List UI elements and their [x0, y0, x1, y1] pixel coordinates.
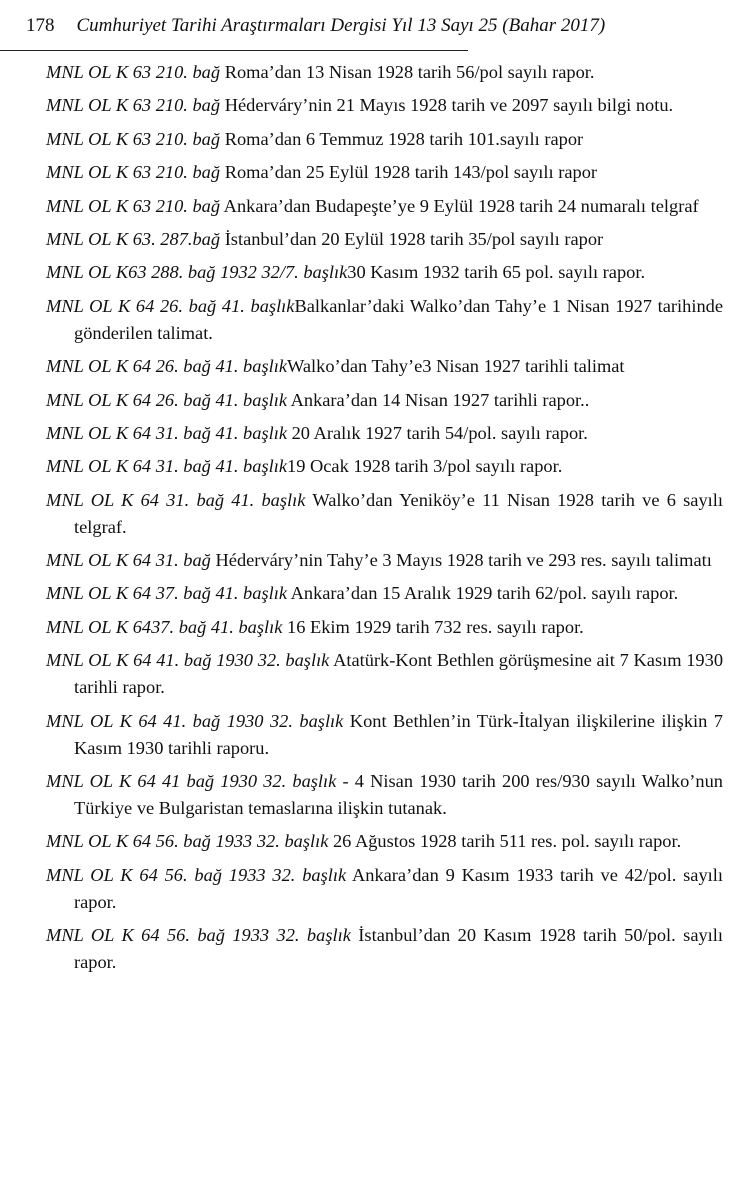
reference-entry: [46, 92, 723, 119]
reference-source: MNL OL K 63 210. bağ: [46, 195, 221, 216]
reference-entry: [46, 193, 723, 220]
reference-entry: [46, 420, 723, 447]
reference-source: MNL OL K 63 210. bağ: [46, 128, 221, 149]
reference-entry: [46, 126, 723, 153]
reference-text: 30 Kasım 1932 tarih 65 pol. sayılı rapor.: [347, 262, 646, 283]
reference-source: MNL OL K63 288. bağ 1932 32/7. başlık: [46, 262, 348, 283]
journal-title: Cumhuriyet Tarihi Araştırmaları Dergisi Yıl 13 Sayı 25 (Bahar 2017): [76, 15, 606, 36]
reference-source: MNL OL K 64 26. bağ 41. başlık: [46, 356, 287, 377]
reference-entry: [46, 862, 723, 916]
reference-source: MNL OL K 64 56. bağ 1933 32. başlık: [46, 831, 329, 852]
reference-entry: [46, 226, 723, 253]
reference-source: MNL OL K 64 56. bağ 1933 32. başlık: [46, 925, 351, 946]
reference-text: 26 Ağustos 1928 tarih 511 res. pol. sayılı rapor.: [332, 831, 682, 852]
reference-source: MNL OL K 64 37. bağ 41. başlık: [46, 583, 287, 604]
reference-source: MNL OL K 63 210. bağ: [46, 62, 221, 82]
reference-entry: [46, 59, 723, 86]
running-header: [26, 12, 605, 40]
reference-entry: [46, 159, 723, 186]
reference-text: - 4 Nisan 1930 tarih 200 res/930 sayılı Walko’nun Türkiye ve Bulgaristan temaslarına ilişkin tutanak.: [74, 771, 723, 819]
reference-text: Roma’dan 25 Eylül 1928 tarih 143/pol sayılı rapor: [224, 162, 598, 183]
reference-text: Walko’dan Tahy’e3 Nisan 1927 tarihli talimat: [287, 356, 625, 377]
reference-text: Ankara’dan Budapeşte’ye 9 Eylül 1928 tarih 24 numaralı telgraf: [223, 195, 699, 216]
reference-list: [46, 59, 723, 983]
reference-entry: [46, 353, 723, 380]
reference-source: MNL OL K 64 31. bağ: [46, 550, 211, 571]
reference-entry: [46, 922, 723, 976]
reference-source: MNL OL K 63 210. bağ: [46, 162, 221, 183]
reference-source: MNL OL K 64 31. bağ 41. başlık: [46, 489, 306, 510]
reference-text: Ankara’dan 9 Kasım 1933 tarih ve 42/pol. sayılı rapor.: [74, 864, 723, 912]
reference-text: Kont Bethlen’in Türk-İtalyan ilişkilerine ilişkin 7 Kasım 1930 tarihli raporu.: [74, 710, 723, 758]
reference-text: Balkanlar’daki Walko’dan Tahy’e 1 Nisan 1927 tarihinde gönderilen talimat.: [74, 295, 724, 343]
reference-entry: [46, 580, 723, 607]
reference-source: MNL OL K 64 56. bağ 1933 32. başlık: [46, 864, 347, 885]
reference-text: Héderváry’nin 21 Mayıs 1928 tarih ve 2097 sayılı bilgi notu.: [224, 95, 674, 116]
reference-entry: [46, 387, 723, 414]
reference-text: Atatürk-Kont Bethlen görüşmesine ait 7 Kasım 1930 tarihli rapor.: [74, 650, 724, 698]
reference-entry: [46, 828, 723, 855]
reference-text: İstanbul’dan 20 Eylül 1928 tarih 35/pol sayılı rapor: [224, 228, 604, 249]
reference-text: Héderváry’nin Tahy’e 3 Mayıs 1928 tarih ve 293 res. sayılı talimatı: [215, 550, 712, 571]
reference-text: Ankara’dan 14 Nisan 1927 tarihli rapor..: [290, 389, 590, 410]
reference-entry: [46, 547, 723, 574]
reference-source: MNL OL K 64 31. bağ 41. başlık: [46, 456, 287, 477]
reference-source: MNL OL K 6437. bağ 41. başlık: [46, 616, 283, 637]
reference-text: 16 Ekim 1929 tarih 732 res. sayılı rapor.: [287, 616, 584, 637]
reference-source: MNL OL K 63 210. bağ: [46, 95, 221, 116]
reference-entry: [46, 768, 723, 822]
reference-text: Walko’dan Yeniköy’e 11 Nisan 1928 tarih ve 6 sayılı telgraf.: [74, 489, 723, 537]
reference-text: Ankara’dan 15 Aralık 1929 tarih 62/pol. sayılı rapor.: [290, 583, 679, 604]
reference-entry: [46, 453, 723, 480]
reference-source: MNL OL K 63. 287.bağ: [46, 228, 221, 249]
reference-source: MNL OL K 64 41. bağ 1930 32. başlık: [46, 710, 344, 731]
header-rule: [0, 50, 468, 51]
reference-entry: [46, 293, 723, 347]
reference-text: İstanbul’dan 20 Kasım 1928 tarih 50/pol. sayılı rapor.: [74, 925, 724, 973]
page-number: 178: [26, 15, 55, 36]
reference-source: MNL OL K 64 31. bağ 41. başlık: [46, 422, 287, 443]
reference-entry: [46, 708, 723, 762]
reference-source: MNL OL K 64 41 bağ 1930 32. başlık: [46, 771, 337, 792]
reference-entry: [46, 614, 723, 641]
reference-source: MNL OL K 64 41. bağ 1930 32. başlık: [46, 650, 330, 671]
reference-text: 19 Ocak 1928 tarih 3/pol sayılı rapor.: [287, 456, 563, 477]
reference-entry: [46, 487, 723, 541]
reference-source: MNL OL K 64 26. bağ 41. başlık: [46, 295, 295, 316]
reference-text: 20 Aralık 1927 tarih 54/pol. sayılı rapor.: [291, 422, 588, 443]
reference-entry: [46, 259, 723, 286]
reference-entry: [46, 647, 723, 701]
reference-source: MNL OL K 64 26. bağ 41. başlık: [46, 389, 287, 410]
reference-text: Roma’dan 6 Temmuz 1928 tarih 101.sayılı rapor: [224, 128, 584, 149]
reference-text: Roma’dan 13 Nisan 1928 tarih 56/pol sayılı rapor.: [224, 62, 595, 82]
